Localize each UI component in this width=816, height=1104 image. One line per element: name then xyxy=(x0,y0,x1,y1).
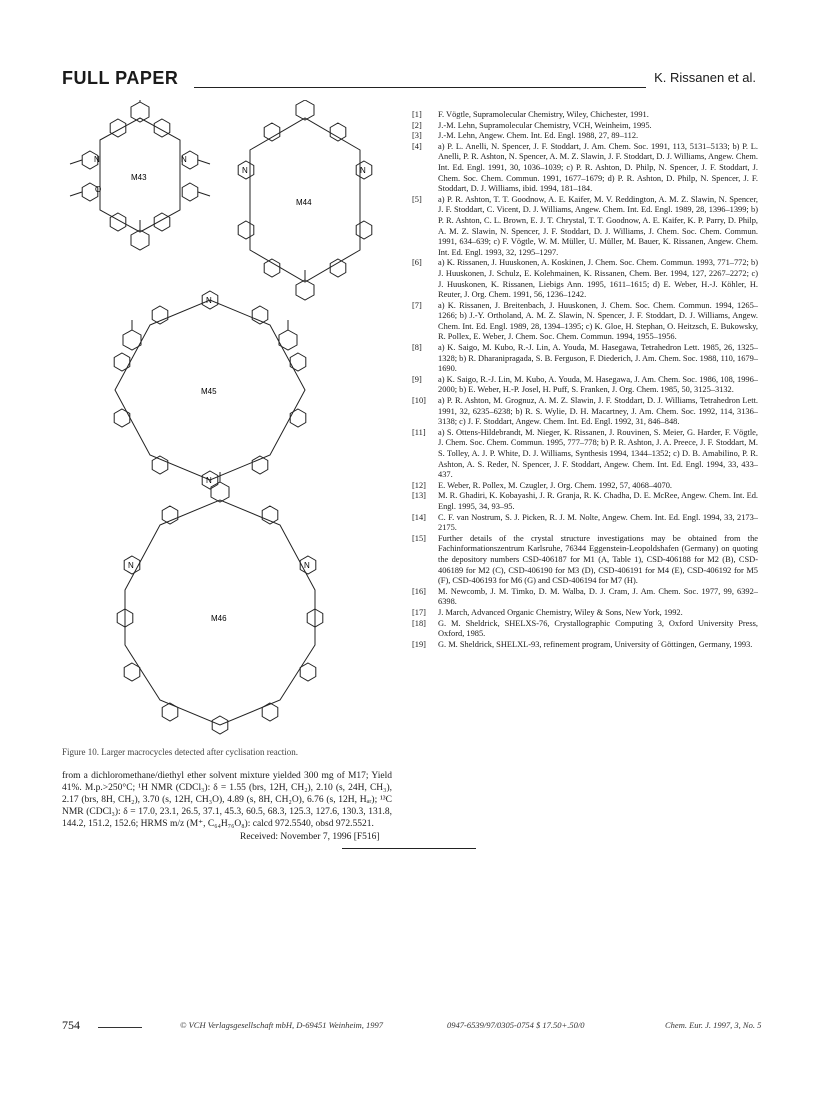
journal-citation: Chem. Eur. J. 1997, 3, No. 5 xyxy=(665,1020,762,1030)
atom-n: N xyxy=(242,166,248,175)
header-rule xyxy=(194,87,646,88)
reference-item xyxy=(412,513,758,534)
reference-item xyxy=(412,534,758,587)
reference-number: [16] xyxy=(412,586,426,596)
page-header xyxy=(62,68,756,92)
reference-item xyxy=(412,619,758,640)
reference-text: J.-M. Lehn, Angew. Chem. Int. Ed. Engl. 1988, 27, 89–112. xyxy=(438,131,639,141)
reference-item xyxy=(412,640,758,651)
reference-number: [5] xyxy=(412,194,422,204)
reference-text: a) K. Rissanen, J. Breitenbach, J. Huuskonen, J. Chem. Soc. Chem. Commun. 1994, 1265–1266; b) J.-Y. Ortholand, A. M. Z. Slawin, N. Spencer, J. F. Stoddart, D. J. Williams, Angew. Chem. Int. Ed. Engl. 1989, 28, 1394–1395; c) K. Gloe, H. Stephan, O. Heitzsch, E. Bukowsky, R. Pollex, E. Weber, J. Chem. Soc. Chem. Commun. 1994, 1955–1956. xyxy=(438,300,758,342)
atom-n: N xyxy=(128,561,134,570)
reference-number: [14] xyxy=(412,512,426,522)
reference-text: a) K. Saigo, R.-J. Lin, M. Kubo, A. Youda, M. Hasegawa, J. Am. Chem. Soc. 1986, 108, 1996–2000; b) E. Weber, H.-P. Josel, H. Puff, S. Franken, J. Org. Chem. 1985, 50, 3125–3132. xyxy=(438,374,758,395)
reference-item xyxy=(412,491,758,512)
reference-number: [2] xyxy=(412,120,422,130)
atom-n: N xyxy=(206,476,212,485)
reference-item xyxy=(412,110,758,121)
reference-item xyxy=(412,131,758,142)
reference-number: [19] xyxy=(412,639,426,649)
reference-list xyxy=(412,110,758,650)
running-author: K. Rissanen et al. xyxy=(654,70,756,85)
reference-number: [15] xyxy=(412,533,426,543)
reference-item xyxy=(412,375,758,396)
reference-item xyxy=(412,428,758,481)
reference-item xyxy=(412,195,758,259)
reference-text: C. F. van Nostrum, S. J. Picken, R. J. M. Nolte, Angew. Chem. Int. Ed. Engl. 1994, 33, 2173–2175. xyxy=(438,512,758,533)
reference-number: [17] xyxy=(412,607,426,617)
reference-text: M. R. Ghadiri, K. Kobayashi, J. R. Granja, R. K. Chadha, D. E. McRee, Angew. Chem. Int. Ed. Engl. 1995, 34, 93–95. xyxy=(438,491,758,511)
reference-item xyxy=(412,301,758,343)
experimental-text: from a dichloromethane/diethyl ether solvent mixture yielded 300 mg of M17; Yield 41%. M.p.>250°C; ¹H NMR (CDCl₃): δ = 1.55 (brs, 12H, CH₂), 2.10 (s, 24H, CH₃), 2.17 (brs, 8H, CH₂), 3.70 (s, 12H, CH₃O), 4.89 (s, 8H, CH₂O), 6.76 (s, 12H, Hₐᵣ); ¹³C NMR (CDCl₃): δ = 17.0, 23.1, 26.5, 37.1, 45.3, 60.5, 68.3, 125.3, 127.6, 130.3, 131.8, 144.2, 151.2, 152.6; HRMS m/z (M⁺, C₆₄H₇₆O₈): calcd 972.5540, obsd 972.5521. xyxy=(62,771,392,829)
reference-text: F. Vögtle, Supramolecular Chemistry, Wiley, Chichester, 1991. xyxy=(438,110,649,119)
reference-number: [10] xyxy=(412,396,426,406)
reference-text: J.-M. Lehn, Supramolecular Chemistry, VCH, Weinheim, 1995. xyxy=(438,120,652,130)
reference-text: a) P. R. Ashton, T. T. Goodnow, A. E. Kaifer, M. V. Reddington, A. M. Z. Slawin, N. Spencer, J. F. Stoddart, C. Vicent, D. J. Williams, Angew. Chem. Int. Ed. Engl. 1989, 28, 1396–1399; b) P. R. Ashton, C. L. Brown, E. J. T. Chrystal, T. T. Goodnow, A. E. Kaifer, K. P. Parry, D. Philp, A. M. Z. Slawin, N. Spencer, J. F. Stoddart, D. J. Williams, J. Chem. Soc. Chem. Commun. 1991, 634–639; c) F. Vögtle, W. M. Müller, U. Müller, M. Bauer, K. Rissanen, Angew. Chem. Int. Ed. Engl. 1993, 32, 1295–1297. xyxy=(438,194,758,257)
footer-rule xyxy=(98,1027,142,1028)
section-title: FULL PAPER xyxy=(62,68,179,88)
reference-text: M. Newcomb, J. M. Timko, D. M. Walba, D. J. Cram, J. Am. Chem. Soc. 1977, 99, 6392–6398. xyxy=(438,586,758,607)
reference-number: [3] xyxy=(412,131,422,141)
reference-number: [9] xyxy=(412,374,422,384)
reference-text: E. Weber, R. Pollex, M. Czugler, J. Org. Chem. 1992, 57, 4068–4070. xyxy=(438,480,672,490)
end-rule xyxy=(342,848,476,849)
figure-caption: Figure 10. Larger macrocycles detected after cyclisation reaction. xyxy=(62,747,298,757)
reference-item xyxy=(412,481,758,492)
reference-number: [4] xyxy=(412,141,422,151)
reference-item xyxy=(412,121,758,132)
reference-text: G. M. Sheldrick, SHELXS-76, Crystallographic Computing 3, Oxford University Press, Oxford, 1985. xyxy=(438,618,758,639)
reference-text: a) P. L. Anelli, N. Spencer, J. F. Stoddart, J. Am. Chem. Soc. 1991, 113, 5131–5133; b) P. L. Anelli, P. R. Ashton, N. Spencer, A. M. Z. Slawin, J. F. Stoddart, D. J. Williams, Angew. Chem. Int. Ed. Engl. 1991, 30, 1036–1039; c) P. R. Ashton, D. Philp, N. Spencer, J. F. Stoddart, J. Chem. Soc. Chem. Commun. 1991, 1677–1679; d) P. R. Ashton, D. Philp, N. Spencer, J. F. Stoddart, D. J. Williams, ibid. 1994, 181–184. xyxy=(438,141,758,194)
article-code: 0947-6539/97/0305-0754 $ 17.50+.50/0 xyxy=(447,1020,585,1030)
reference-number: [11] xyxy=(412,427,426,437)
atom-n: N xyxy=(360,166,366,175)
received-date: Received: November 7, 1996 [F516] xyxy=(240,832,380,842)
reference-text: a) S. Ottens-Hildebrandt, M. Nieger, K. Rissanen, J. Rouvinen, S. Meier, G. Harder, F. Vögtle, J. Chem. Soc. Chem. Commun. 1995, 777–778; b) P. R. Ashton, J. A. Preece, J. F. Stoddart, M. S. Tolley, A. J. P. White, D. J. Williams, Synthesis 1994, 1344–1352; c) D. B. Amabilino, P. R. Ashton, A. S. Reder, N. Spencer, J. F. Stoddart, Angew. Chem. Int. Ed. Engl. 1994, 33, 433–437. xyxy=(438,427,758,480)
reference-number: [13] xyxy=(412,491,426,501)
reference-text: a) K. Rissanen, J. Huuskonen, A. Koskinen, J. Chem. Soc. Chem. Commun. 1993, 771–772; b) J. Huuskonen, J. Schulz, E. Kolehmainen, K. Rissanen, Chem. Ber. 1994, 127, 2267–2272; c) J. Huuskonen, K. Rissanen, Liebigs Ann. 1995, 1611–1615; d) E. Weber, H.-J. Köhler, H. Reuter, J. Org. Chem. 1991, 56, 1236–1242. xyxy=(438,258,758,300)
reference-item xyxy=(412,343,758,375)
reference-text: Further details of the crystal structure investigations may be obtained from the Fachinformationszentrum Karlsruhe, 76344 Eggenstein-Leopoldshafen (Germany) on quoting the depository numbers CSD-406187 for M1 (A, Table 1), CSD-406188 for M2 (B), CSD-406189 for M2 (C), CSD-406190 for M3 (D), CSD-406191 for M4 (E), CSD-406192 for M5 (F), CSD-406193 for M6 (G) and CSD-406194 for M7 (H). xyxy=(438,533,758,586)
publisher-line: © VCH Verlagsgesellschaft mbH, D-69451 Weinheim, 1997 xyxy=(180,1020,384,1030)
reference-item xyxy=(412,142,758,195)
label-m46: M46 xyxy=(211,614,227,623)
label-m43: M43 xyxy=(131,173,147,182)
reference-number: [12] xyxy=(412,480,426,490)
page-number: 754 xyxy=(62,1018,80,1032)
figure-10 xyxy=(60,100,390,745)
atom-n: N xyxy=(94,155,100,164)
reference-text: J. March, Advanced Organic Chemistry, Wiley & Sons, New York, 1992. xyxy=(438,607,683,617)
reference-text: G. M. Sheldrick, SHELXL-93, refinement program, University of Göttingen, Germany, 1993. xyxy=(438,639,753,649)
reference-text: a) K. Saigo, M. Kubo, R.-J. Lin, A. Youda, M. Hasegawa, Tetrahedron Lett. 1985, 26, 1325–1328; b) R. Dharanipragada, S. B. Ferguson, F. Diederich, J. Am. Chem. Soc. 1988, 110, 1679–1690. xyxy=(438,343,758,374)
reference-number: [8] xyxy=(412,343,422,353)
reference-item xyxy=(412,587,758,608)
reference-item xyxy=(412,608,758,619)
label-m44: M44 xyxy=(296,198,312,207)
reference-number: [18] xyxy=(412,618,426,628)
reference-item xyxy=(412,396,758,428)
page-footer xyxy=(62,1020,762,1034)
reference-number: [7] xyxy=(412,300,422,310)
reference-text: a) P. R. Ashton, M. Grognuz, A. M. Z. Slawin, J. F. Stoddart, D. J. Williams, Tetrahedron Lett. 1991, 32, 6235–6238; b) R. S. Wylie, D. H. Macartney, J. Am. Chem. Soc. 1992, 114, 3136–3138; c) J. F. Stoddart, Angew. Chem. Int. Ed. Engl. 1992, 31, 846–848. xyxy=(438,396,758,427)
atom-n: N xyxy=(206,296,212,305)
reference-number: [6] xyxy=(412,258,422,268)
atom-o: O xyxy=(95,185,102,194)
atom-n: N xyxy=(181,155,187,164)
atom-n: N xyxy=(304,561,310,570)
macrocycle-structures xyxy=(60,100,390,745)
structure-m46 xyxy=(117,472,323,734)
reference-item xyxy=(412,258,758,300)
reference-number: [1] xyxy=(412,110,422,119)
label-m45: M45 xyxy=(201,387,217,396)
